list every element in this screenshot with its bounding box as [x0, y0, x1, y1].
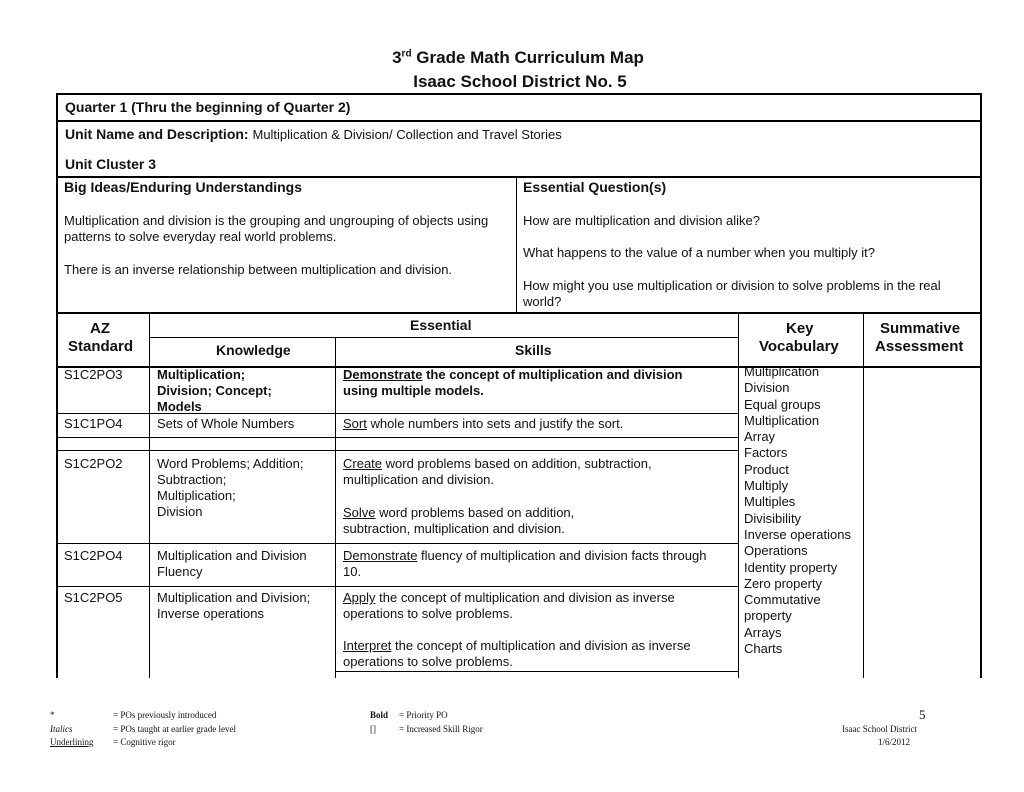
- district-title: Isaac School District No. 5: [413, 72, 627, 91]
- footer-date: 1/6/2012: [878, 737, 911, 747]
- standard-cell: S1C2PO3: [64, 367, 123, 382]
- vocab-item: Charts: [744, 641, 783, 657]
- vocab-item: Division: [744, 380, 790, 396]
- header-essential: Essential: [410, 317, 472, 333]
- legend-desc: = POs previously introduced: [113, 710, 217, 720]
- vocab-item: Multiples: [744, 494, 796, 510]
- skill-cell: Create word problems based on addition, subtraction, multiplication and division.: [343, 456, 652, 487]
- header-knowledge: Knowledge: [216, 342, 291, 358]
- header-standard: Standard: [68, 338, 134, 355]
- standard-cell: S1C1PO4: [64, 416, 123, 431]
- essential-question-3: How might you use multiplication or division to solve problems in the real world?: [523, 278, 941, 309]
- vocab-item: Array: [744, 429, 776, 445]
- legend-key: []: [370, 724, 376, 734]
- vocab-item: property: [744, 608, 792, 624]
- legend-desc: = Cognitive rigor: [113, 737, 176, 747]
- vocab-item: Inverse operations: [744, 526, 851, 542]
- page-title: 3rd Grade Math Curriculum Map: [392, 48, 644, 67]
- vocab-item: Factors: [744, 445, 788, 461]
- essential-question-1: How are multiplication and division alike?: [523, 213, 761, 228]
- footer-org: Isaac School District: [842, 724, 917, 734]
- skill-cell-2: Solve word problems based on addition, subtraction, multiplication and division.: [343, 505, 575, 536]
- knowledge-cell: Sets of Whole Numbers: [157, 416, 295, 431]
- legend-desc: = Priority PO: [399, 710, 448, 720]
- vocab-item: Identity property: [744, 559, 838, 575]
- page-number: 5: [919, 707, 926, 722]
- header-vocabulary: Vocabulary: [759, 338, 839, 355]
- standard-cell: S1C2PO5: [64, 590, 123, 605]
- knowledge-cell: Multiplication and Division Fluency: [157, 548, 307, 579]
- vocab-item: Multiplication: [744, 412, 820, 428]
- essential-questions-heading: Essential Question(s): [523, 179, 667, 195]
- legend-key: *: [50, 710, 55, 720]
- standard-cell: S1C2PO2: [64, 456, 123, 471]
- legend-desc: = POs taught at earlier grade level: [113, 724, 237, 734]
- big-ideas-text-2: There is an inverse relationship between multiplication and division.: [64, 262, 453, 277]
- knowledge-cell: Multiplication and Division; Inverse operations: [157, 590, 311, 621]
- legend-desc: = Increased Skill Rigor: [399, 724, 483, 734]
- unit-name: Unit Name and Description: Multiplication & Division/ Collection and Travel Stories: [65, 126, 562, 142]
- essential-question-2: What happens to the value of a number when you multiply it?: [523, 245, 875, 260]
- vocab-item: Multiply: [744, 478, 789, 494]
- knowledge-cell: Word Problems; Addition; Subtraction; Multiplication; Division: [157, 456, 304, 519]
- vocab-item: Commutative: [744, 592, 821, 608]
- vocab-item: Arrays: [744, 624, 782, 640]
- vocab-item: Divisibility: [744, 510, 802, 526]
- header-az: AZ: [90, 320, 110, 337]
- vocab-item: Equal groups: [744, 396, 821, 412]
- legend-key: Italics: [50, 724, 73, 734]
- skill-cell: Apply the concept of multiplication and division as inverse operations to solve problems.: [343, 590, 675, 621]
- header-summative: Summative: [880, 320, 961, 337]
- header-skills: Skills: [515, 342, 552, 358]
- unit-cluster: Unit Cluster 3: [65, 156, 157, 172]
- skill-cell: Demonstrate fluency of multiplication and division facts through 10.: [343, 548, 707, 579]
- skill-cell: Sort whole numbers into sets and justify the sort.: [343, 416, 624, 431]
- legend-key: Bold: [370, 710, 389, 720]
- big-ideas-text-1: Multiplication and division is the grouping and ungrouping of objects using patterns to solve everyday real world problems.: [64, 213, 489, 244]
- vocab-item: Product: [744, 461, 789, 477]
- quarter-label: Quarter 1 (Thru the beginning of Quarter 2): [65, 99, 351, 115]
- big-ideas-heading: Big Ideas/Enduring Understandings: [64, 179, 303, 195]
- legend-key: Underlining: [50, 737, 94, 747]
- skill-cell-2: Interpret the concept of multiplication and division as inverse operations to solve problems.: [343, 638, 691, 669]
- vocab-item: Zero property: [744, 575, 823, 591]
- standard-cell: S1C2PO4: [64, 548, 123, 563]
- knowledge-cell: Multiplication; Division; Concept; Models: [157, 367, 272, 414]
- header-assessment: Assessment: [875, 338, 964, 355]
- vocab-item: Multiplication: [744, 364, 820, 379]
- header-key: Key: [786, 320, 814, 337]
- vocab-item: Operations: [744, 543, 808, 559]
- skill-cell: Demonstrate the concept of multiplication and division using multiple models.: [343, 367, 683, 398]
- vocabulary-list: [744, 364, 851, 657]
